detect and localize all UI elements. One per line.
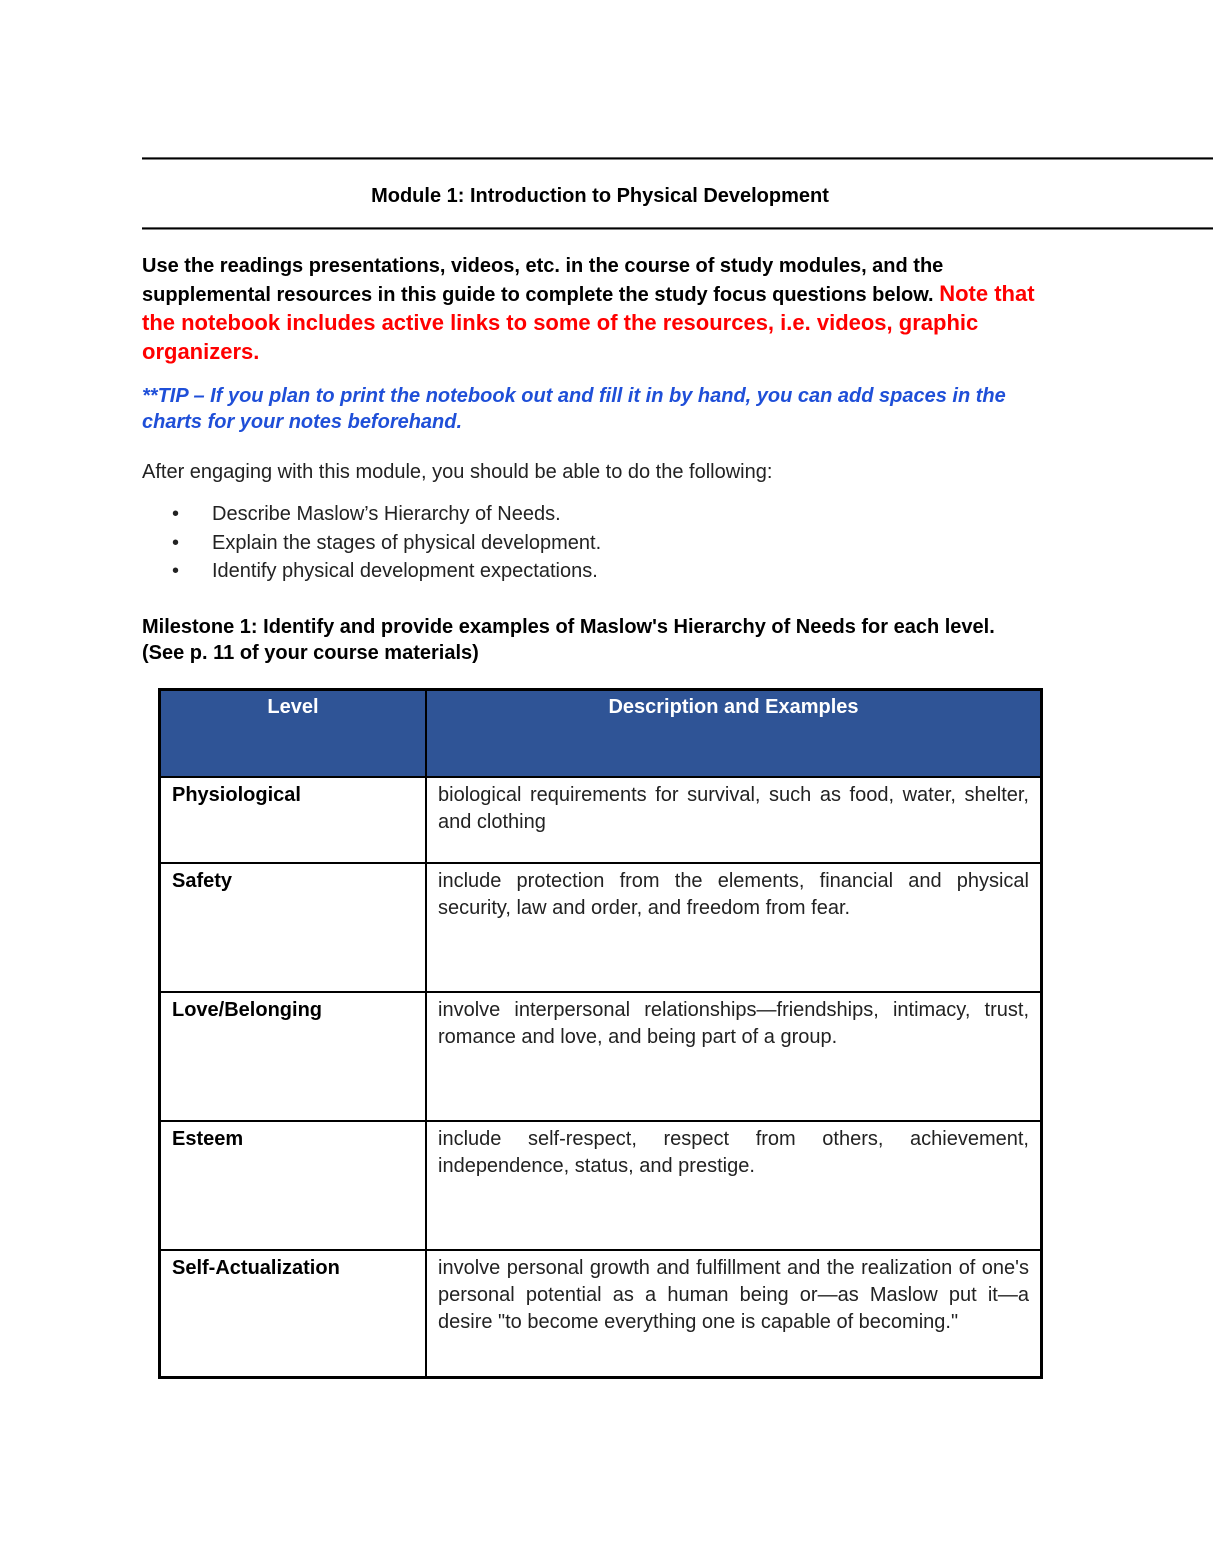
tip-paragraph: **TIP – If you plan to print the notebook out and fill it in by hand, you can add spaces in the charts for your notes beforehand. bbox=[142, 385, 1006, 433]
list-item: • Describe Maslow’s Hierarchy of Needs. bbox=[168, 500, 601, 529]
bullet-icon: • bbox=[172, 531, 180, 554]
description-cell[interactable]: include protection from the elements, financial and physical security, law and order, and freedom from fear. bbox=[426, 863, 1042, 992]
description-cell[interactable]: involve interpersonal relationships—friendships, intimacy, trust, romance and love, and being part of a group. bbox=[426, 992, 1042, 1121]
level-cell: Physiological bbox=[160, 777, 427, 863]
objectives-lead: After engaging with this module, you should be able to do the following: bbox=[142, 461, 773, 483]
bullet-icon: • bbox=[172, 503, 180, 525]
hierarchy-table bbox=[158, 688, 1043, 1379]
description-cell[interactable]: involve personal growth and fulfillment and the realization of one's personal potential as a human being or—as Maslow put it—a desire "to become everything one is capable of becoming." bbox=[426, 1250, 1042, 1378]
header-rule-bottom: ——————————————————————————————————————————————————— bbox=[142, 216, 1213, 239]
intro-paragraph bbox=[142, 253, 1062, 367]
bullet-icon: • bbox=[172, 560, 180, 582]
objectives-list bbox=[168, 500, 601, 586]
level-cell: Self-Actualization bbox=[160, 1250, 427, 1378]
table-row bbox=[160, 1121, 1042, 1250]
description-cell[interactable]: biological requirements for survival, such as food, water, shelter, and clothing bbox=[426, 777, 1042, 863]
list-item: • Explain the stages of physical development. bbox=[168, 529, 601, 558]
header-rule-top: ——————————————————————————————————————————————————— bbox=[142, 146, 1213, 169]
column-header-description: Description and Examples bbox=[426, 690, 1042, 778]
milestone-heading: Milestone 1: Identify and provide examples of Maslow's Hierarchy of Needs for each level. (See p. 11 of your course materials) bbox=[142, 616, 995, 664]
table-row bbox=[160, 863, 1042, 992]
level-cell: Esteem bbox=[160, 1121, 427, 1250]
description-cell[interactable]: include self-respect, respect from others, achievement, independence, status, and prestige. bbox=[426, 1121, 1042, 1250]
table-row bbox=[160, 992, 1042, 1121]
intro-text: Use the readings presentations, videos, etc. in the course of study modules, and the supplemental resources in this guide to complete the study focus questions below. bbox=[142, 255, 944, 306]
table-row bbox=[160, 777, 1042, 863]
intro-note: Note that the notebook includes active links to some of the resources, i.e. videos, graphic organizers. bbox=[142, 281, 1035, 364]
table-header-row bbox=[160, 690, 1042, 778]
column-header-level: Level bbox=[160, 690, 427, 778]
table-row bbox=[160, 1250, 1042, 1378]
list-item: • Identify physical development expectations. bbox=[168, 557, 601, 586]
module-title: Module 1: Introduction to Physical Development bbox=[371, 185, 829, 207]
level-cell: Safety bbox=[160, 863, 427, 992]
level-cell: Love/Belonging bbox=[160, 992, 427, 1121]
